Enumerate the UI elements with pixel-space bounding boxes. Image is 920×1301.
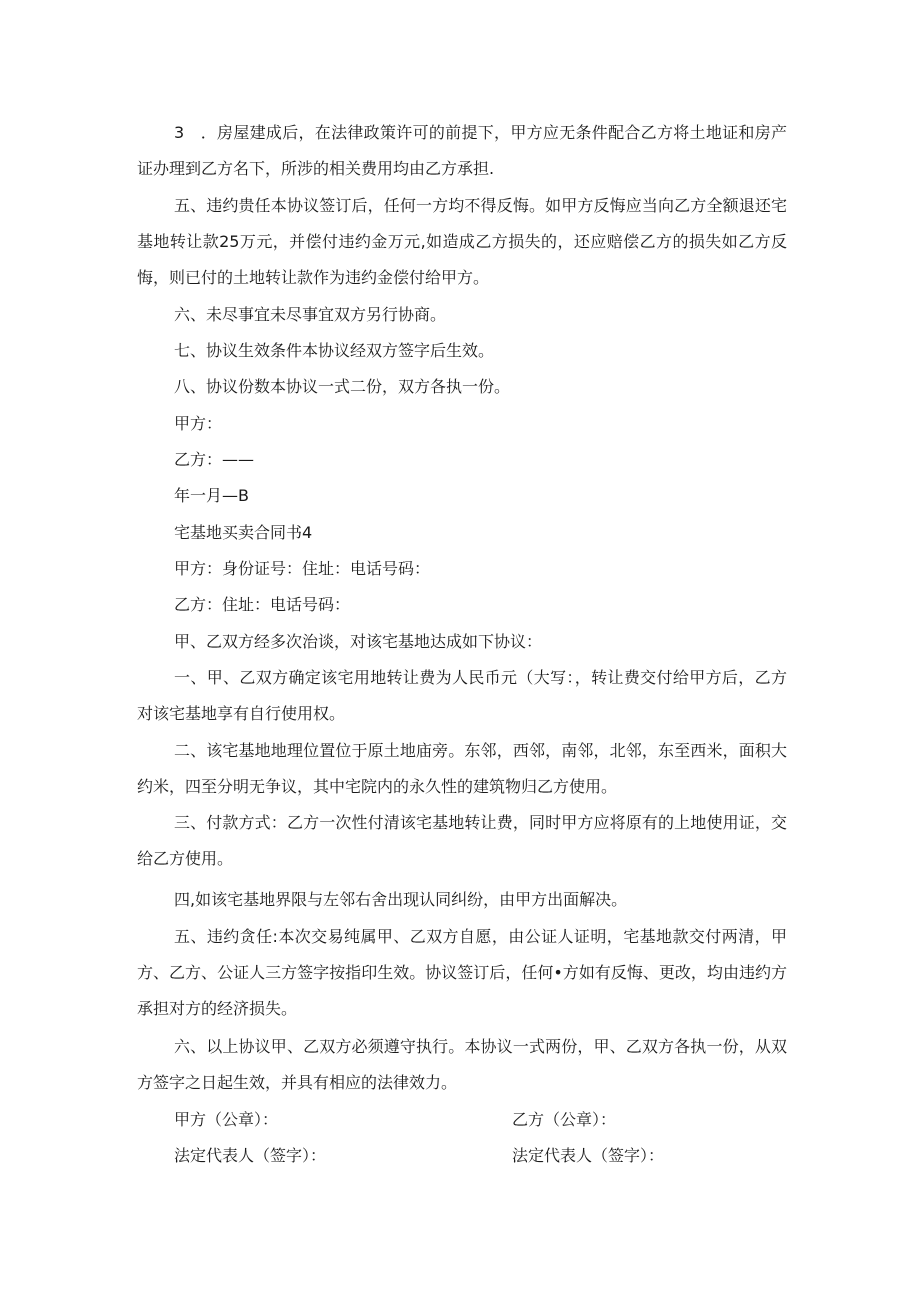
paragraph-negotiation: 甲、乙双方经多次治谈，对该宅基地达成如下协议： — [174, 632, 543, 651]
party-a-label: 甲方： — [174, 414, 223, 433]
party-b-label: 乙方：—— — [174, 450, 255, 469]
paragraph-breach-responsibility: 五、违约贪任:本次交易纯属甲、乙双方自愿，由公证人证明，宅基地款交付两清，甲方、乙方、公证人三方签字按指印生效。协议签订后，任何•方如有反悔、更改，均由违约方承担对方的经济损失。 — [137, 927, 787, 1018]
paragraph-boundary-dispute: 四,如该宅基地界限与左邻右舍出现认同纠纷，由甲方出面解决。 — [174, 890, 628, 909]
signature-party-b-seal: 乙方（公章）： — [512, 1110, 617, 1129]
paragraph-copies: 八、协议份数本协议一式二份，双方各执一份。 — [174, 377, 511, 396]
party-a-info: 甲方：身份证号：住址：电话号码： — [174, 559, 431, 578]
contract-title: 宅基地买卖合同书4 — [174, 523, 313, 542]
party-b-info: 乙方：住址：电话号码： — [174, 595, 351, 614]
signature-party-b-representative: 法定代表人（签字）： — [512, 1146, 665, 1165]
paragraph-payment: 三、付款方式：乙方一次性付清该宅基地转让费，同时甲方应将原有的上地使用证，交给乙方使用。 — [137, 813, 787, 868]
paragraph-other-matters: 六、未尽事宜未尽事宜双方另行协商。 — [174, 305, 447, 324]
date-line: 年一月—B — [174, 486, 249, 505]
paragraph-breach-liability: 五、违约贵任本协议签订后，任何一方均不得反悔。如甲方反悔应当向乙方全额退还宅基地转让款25万元，并偿付违约金万元,如造成乙方损失的，还应赔偿乙方的损失如乙方反悔，则已付的土地转让款作为违约金偿付给甲方。 — [137, 196, 787, 287]
paragraph-effective-condition: 七、协议生效条件本协议经双方签字后生效。 — [174, 341, 495, 360]
signature-party-a-seal: 甲方（公章）： — [174, 1110, 279, 1129]
signature-party-a-representative: 法定代表人（签字）： — [174, 1146, 327, 1165]
paragraph-compliance: 六、以上协议甲、乙双方必须遵守执行。本协议一式两份，甲、乙双方各执一份，从双方签字之日起生效，并具有相应的法律效力。 — [137, 1037, 787, 1092]
paragraph-location: 二、该宅基地地理位置位于原土地庙旁。东邻，西邻，南邻，北邻，东至西米，面积大约米，四至分明无争议，其中宅院内的永久性的建筑物归乙方使用。 — [137, 741, 787, 796]
paragraph-house-certificate: 3 ．房屋建成后，在法律政策许可的前提下，甲方应无条件配合乙方将土地证和房产证办理到乙方名下，所涉的相关费用均由乙方承担. — [137, 123, 787, 178]
paragraph-transfer-fee: 一、甲、乙双方确定该宅用地转让费为人民币元（大写：，转让费交付给甲方后，乙方对该宅基地享有自行使用权。 — [137, 668, 787, 723]
